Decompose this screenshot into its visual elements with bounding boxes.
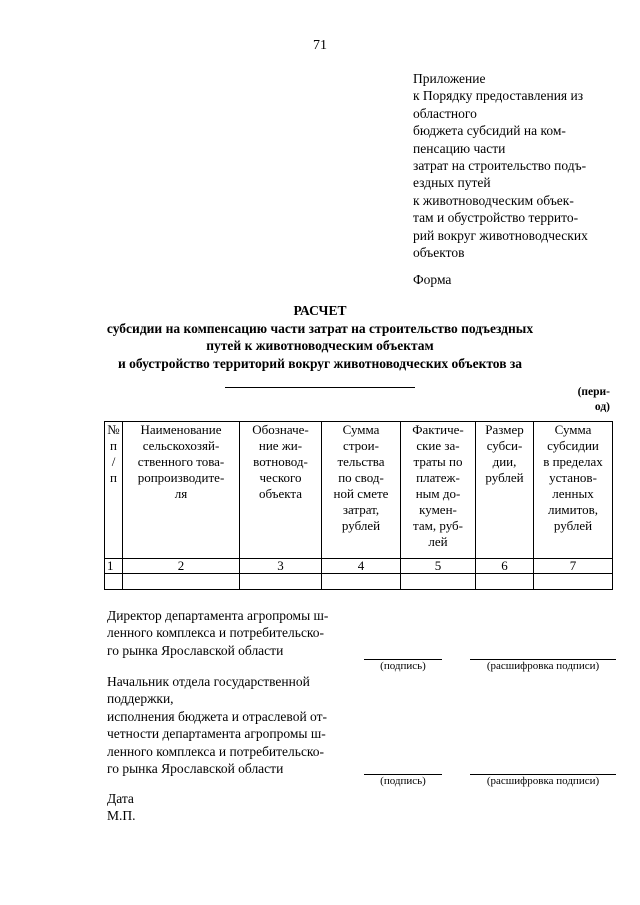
document-heading xyxy=(0,302,640,393)
appendix-note xyxy=(413,70,618,261)
table-cell[interactable] xyxy=(105,574,123,590)
header-line: ственного това- xyxy=(137,454,225,469)
header-line: ческого xyxy=(259,470,302,485)
header-line: п xyxy=(110,438,117,453)
heading-line: и обустройство территорий вокруг животноводческих объектов за xyxy=(117,355,523,371)
header-line: по свод- xyxy=(338,470,384,485)
appendix-line: объектов xyxy=(413,245,465,261)
position-line: исполнения бюджета и отраслевой от- xyxy=(107,708,328,724)
column-number: 1 xyxy=(105,559,123,574)
date-label: Дата xyxy=(107,791,134,806)
heading-line: путей к животноводческим объектам xyxy=(206,338,434,353)
header-line: объекта xyxy=(258,486,303,501)
header-line: кумен- xyxy=(419,502,457,517)
header-line: Размер xyxy=(485,422,524,437)
department-head-position xyxy=(107,673,367,777)
header-line: ропроизводите- xyxy=(137,470,225,485)
header-line: сельскохозяй- xyxy=(142,438,220,453)
calculation-table xyxy=(104,421,613,590)
appendix-line: Приложение xyxy=(413,71,486,86)
form-label: Форма xyxy=(413,272,452,287)
appendix-line: бюджета субсидий на ком- xyxy=(413,123,566,139)
appendix-line: рий вокруг животноводческих xyxy=(413,227,588,243)
header-line: платеж- xyxy=(416,470,460,485)
header-line: ские за- xyxy=(416,438,460,453)
period-caption-line: од) xyxy=(594,401,610,413)
header-line: ля xyxy=(174,486,188,501)
appendix-line: ездных путей xyxy=(413,175,491,191)
signature-caption: (подпись) xyxy=(380,660,426,672)
column-header xyxy=(240,422,322,559)
heading-line: субсидии на компенсацию части затрат на строительство подъездных xyxy=(106,320,534,336)
signature-decode-caption: (расшифровка подписи) xyxy=(486,775,600,787)
header-line: рублей xyxy=(553,518,593,533)
header-line: вотновод- xyxy=(253,454,308,469)
header-line: затрат, xyxy=(342,502,380,517)
position-line: четности департамента агропромы ш- xyxy=(107,726,326,742)
position-line: поддержки, xyxy=(107,691,174,707)
header-line: установ- xyxy=(549,470,597,485)
position-line: Начальник отдела государственной xyxy=(107,674,310,689)
appendix-line: к Порядку предоставления из xyxy=(413,88,584,104)
header-line: лей xyxy=(428,534,448,549)
period-caption xyxy=(540,385,610,415)
position-line: ленного комплекса и потребительско- xyxy=(107,625,325,641)
table-cell[interactable] xyxy=(123,574,240,590)
column-number: 7 xyxy=(534,559,613,574)
column-header xyxy=(401,422,476,559)
header-line: лимитов, xyxy=(547,502,599,517)
table-cell[interactable] xyxy=(534,574,613,590)
header-line: Сумма xyxy=(554,422,592,437)
header-line: тельства xyxy=(337,454,385,469)
header-line: п xyxy=(110,470,117,485)
table-cell[interactable] xyxy=(401,574,476,590)
column-number: 5 xyxy=(401,559,476,574)
header-line: ным до- xyxy=(415,486,461,501)
header-line: субси- xyxy=(486,438,523,453)
position-line: Директор департамента агропромы ш- xyxy=(107,608,329,623)
header-line: Сумма xyxy=(342,422,380,437)
header-line: рублей xyxy=(341,518,381,533)
column-number: 4 xyxy=(322,559,401,574)
appendix-line: там и обустройство террито- xyxy=(413,210,579,226)
header-line: дии, xyxy=(492,454,517,469)
header-line: Наименование xyxy=(140,422,222,437)
header-line: Обозначе- xyxy=(252,422,309,437)
position-line: го рынка Ярославской области xyxy=(107,642,284,658)
page-number: 71 xyxy=(313,38,327,53)
column-number: 6 xyxy=(476,559,534,574)
header-line: ние жи- xyxy=(258,438,303,453)
header-line: в пределах xyxy=(543,454,603,469)
header-line: № xyxy=(107,422,120,437)
position-line: ленного комплекса и потребительско- xyxy=(107,743,325,759)
column-header xyxy=(123,422,240,559)
table-row xyxy=(105,574,613,590)
period-blank-field[interactable] xyxy=(225,376,415,388)
column-number: 2 xyxy=(123,559,240,574)
appendix-line: областного xyxy=(413,105,477,121)
header-line: строи- xyxy=(343,438,379,453)
header-line: субсидии xyxy=(547,438,599,453)
column-header xyxy=(534,422,613,559)
document-title: РАСЧЕТ xyxy=(293,303,347,318)
director-position xyxy=(107,607,367,659)
table-cell[interactable] xyxy=(322,574,401,590)
appendix-line: к животноводческим объек- xyxy=(413,192,574,208)
column-header xyxy=(476,422,534,559)
header-line: ной смете xyxy=(333,486,389,501)
header-line: рублей xyxy=(485,470,524,485)
table-cell[interactable] xyxy=(476,574,534,590)
column-number: 3 xyxy=(240,559,322,574)
header-line: траты по xyxy=(413,454,463,469)
column-header xyxy=(105,422,123,559)
header-line: ленных xyxy=(552,486,594,501)
signature-caption: (подпись) xyxy=(380,775,426,787)
table-header-row xyxy=(105,422,613,559)
footer xyxy=(107,790,136,824)
table-number-row xyxy=(105,559,613,574)
column-header xyxy=(322,422,401,559)
appendix-line: пенсацию части xyxy=(413,140,506,156)
header-line: Фактиче- xyxy=(412,422,464,437)
position-line: го рынка Ярославской области xyxy=(107,761,284,777)
period-caption-line: (пери- xyxy=(577,386,610,398)
stamp-label: М.П. xyxy=(107,808,136,823)
header-line: там, руб- xyxy=(413,518,463,533)
signature-decode-caption: (расшифровка подписи) xyxy=(486,660,600,672)
header-line: / xyxy=(111,454,116,469)
appendix-line: затрат на строительство подъ- xyxy=(413,158,587,174)
table-cell[interactable] xyxy=(240,574,322,590)
